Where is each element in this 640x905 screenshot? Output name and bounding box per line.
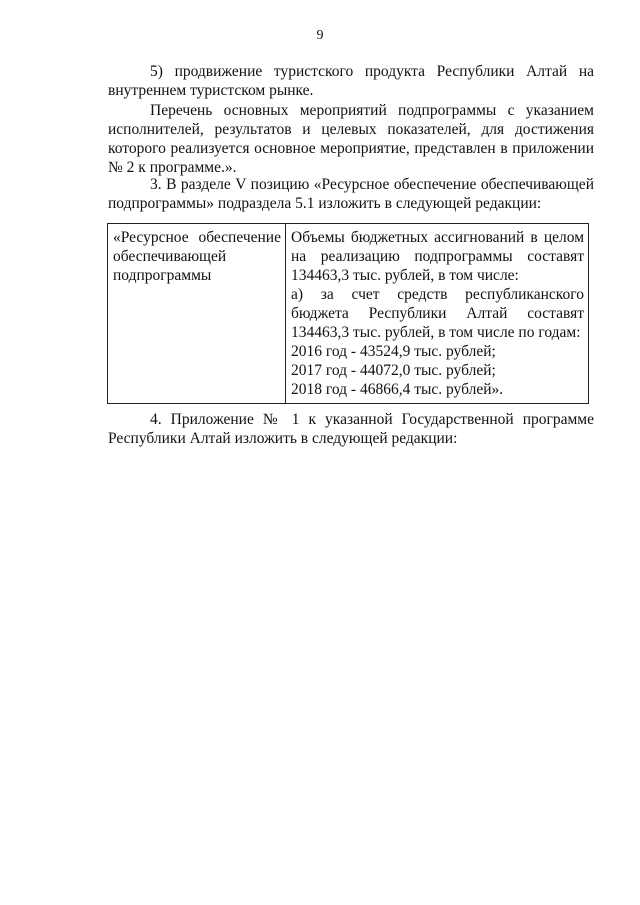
paragraph-activities-list: Перечень основных мероприятий подпрограммы с указанием исполнителей, результатов и целевых показателей, для достижения которого реализуется основное мероприятие, представлен в приложении № 2 к программе.». [108,102,594,176]
table-right-budget: а) за счет средств республиканского бюджета Республики Алтай составят 134463,3 тыс. рублей, в том числе по годам: [291,286,584,341]
table-cell-right [286,224,589,404]
page-number: 9 [316,28,324,43]
paragraph-section-v: 3. В разделе V позицию «Ресурсное обеспечение обеспечивающей подпрограммы» подраздела 5.1 изложить в следующей редакции: [108,176,594,212]
table-year-line: 2016 год - 43524,9 тыс. рублей; [291,343,496,360]
paragraph-item-5: 5) продвижение туристского продукта Республики Алтай на внутреннем туристском рынке. [108,63,594,99]
table-year-line: 2018 год - 46866,4 тыс. рублей». [291,381,504,398]
table-year-line: 2017 год - 44072,0 тыс. рублей; [291,362,496,379]
resource-table [107,223,589,404]
table-cell-left: «Ресурсное обеспечение обеспечивающей подпрограммы [108,224,286,404]
table-right-intro: Объемы бюджетных ассигнований в целом на реализацию подпрограммы составят 134463,3 тыс. рублей, в том числе: [291,229,584,284]
paragraph-appendix-1: 4. Приложение № 1 к указанной Государственной программе Республики Алтай изложить в следующей редакции: [108,411,594,447]
table-row [108,224,589,404]
